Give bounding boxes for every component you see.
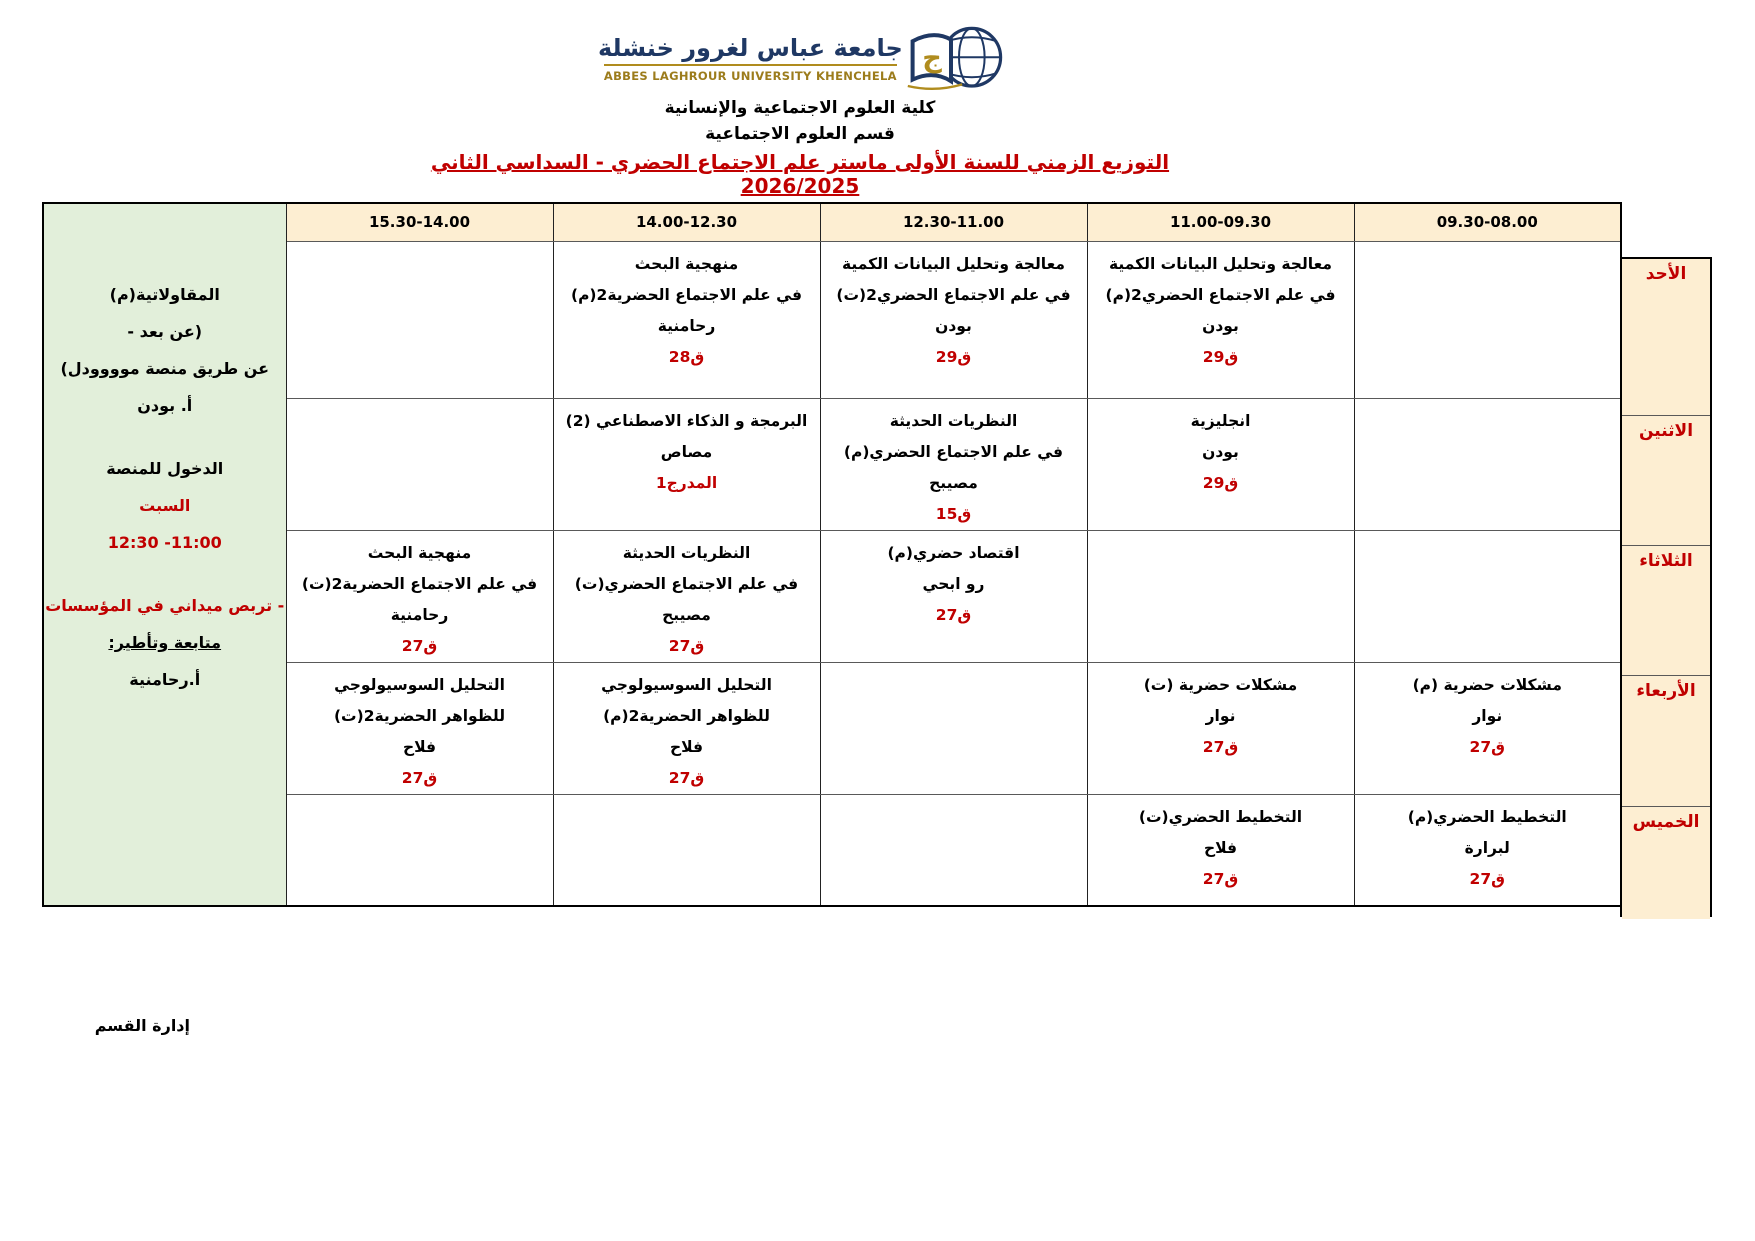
timetable-cell <box>1354 530 1621 662</box>
timetable-cell <box>553 662 820 794</box>
course-line: في علم الاجتماع الحضري2(م) <box>1105 285 1336 304</box>
room-number: ق29 <box>1202 473 1239 492</box>
note-line <box>44 424 286 450</box>
course-line: فلاح <box>669 737 704 756</box>
timetable-cell <box>1087 662 1354 794</box>
course-line: منهجية البحث <box>367 543 472 562</box>
faculty-name: كلية العلوم الاجتماعية والإنسانية <box>664 98 936 118</box>
course-line: في علم الاجتماع الحضرية2(م) <box>570 285 802 304</box>
note-line: (عن بعد - <box>127 322 203 341</box>
note-line: 12:30 -11:00 <box>107 533 222 552</box>
room-number: ق29 <box>1202 347 1239 366</box>
department-name: قسم العلوم الاجتماعية <box>705 124 895 144</box>
course-line: اقتصاد حضري(م) <box>887 543 1020 562</box>
timetable-cell <box>553 794 820 906</box>
course-line: لبرارة <box>1464 838 1510 857</box>
timetable-cell <box>553 530 820 662</box>
room-number: ق28 <box>668 347 705 366</box>
room-number: ق27 <box>1469 737 1505 756</box>
logo-gold-rule <box>604 64 897 66</box>
course-line: انجليزية <box>1190 411 1251 430</box>
course-line: مصاص <box>660 442 713 461</box>
time-slot-header: 14.00-12.30 <box>553 203 820 241</box>
time-slot-header: 12.30-11.00 <box>820 203 1087 241</box>
university-name-english: ABBES LAGHROUR UNIVERSITY KHENCHELA <box>603 68 897 83</box>
room-number: ق27 <box>1469 869 1505 888</box>
course-line: رو ابحي <box>922 574 985 593</box>
course-line: فلاح <box>1203 838 1238 857</box>
timetable-cell <box>1354 398 1621 530</box>
course-line: للظواهر الحضرية2(م) <box>603 706 770 725</box>
room-number: ق27 <box>1202 869 1239 888</box>
timetable-cell <box>286 794 553 906</box>
time-slot-header: 09.30-08.00 <box>1354 203 1621 241</box>
timetable-cell <box>820 662 1087 794</box>
time-header-row <box>43 203 1621 241</box>
timetable-cell <box>553 398 820 530</box>
day-label-sunday: الأحد <box>1622 259 1710 416</box>
note-line: الدخول للمنصة <box>106 459 224 478</box>
course-line: مصيبح <box>662 605 711 624</box>
course-line: بودن <box>1202 316 1239 335</box>
day-label-monday: الاثنين <box>1622 416 1710 546</box>
timetable-cell <box>1087 530 1354 662</box>
course-line: التخطيط الحضري(م) <box>1407 807 1567 826</box>
course-line: فلاح <box>402 737 437 756</box>
note-line: متابعة وتأطير: <box>108 633 222 652</box>
room-number: ق27 <box>668 636 705 655</box>
course-line: التحليل السوسيولوجي <box>334 675 505 694</box>
course-line: التحليل السوسيولوجي <box>601 675 772 694</box>
timetable-cell <box>1354 241 1621 398</box>
course-line: بودن <box>1202 442 1239 461</box>
course-line: معالجة وتحليل البيانات الكمية <box>842 254 1065 273</box>
course-line: في علم الاجتماع الحضري(م) <box>843 442 1064 461</box>
note-line: عن طريق منصة موووودل) <box>60 359 270 378</box>
course-line: في علم الاجتماع الحضري2(ت) <box>836 285 1071 304</box>
note-line: أ.رحامنية <box>129 670 201 689</box>
room-number: المدرج1 <box>655 473 718 492</box>
room-number: ق27 <box>1202 737 1239 756</box>
timetable-cell <box>286 241 553 398</box>
day-label-thursday: الخميس <box>1622 807 1710 919</box>
side-notes-cell <box>43 203 286 906</box>
timetable-cell <box>820 794 1087 906</box>
department-admin-signature: إدارة القسم <box>94 1016 190 1035</box>
room-number: ق29 <box>935 347 972 366</box>
time-slot-header: 11.00-09.30 <box>1087 203 1354 241</box>
day-label-tuesday: الثلاثاء <box>1622 546 1710 676</box>
university-name-arabic: جامعة عباس لغرور خنشلة <box>598 33 903 62</box>
svg-text:ج: ج <box>921 42 942 74</box>
timetable-cell <box>286 398 553 530</box>
course-line: رحامنية <box>657 316 716 335</box>
note-line: - تربص ميداني في المؤسسات <box>45 596 285 615</box>
day-column <box>1620 257 1712 917</box>
course-line: نوار <box>1472 706 1503 725</box>
side-notes-content <box>44 204 286 698</box>
timetable-cell <box>1087 398 1354 530</box>
timetable-cell <box>286 662 553 794</box>
university-logo-text <box>598 34 903 83</box>
timetable-cell <box>820 241 1087 398</box>
timetable-cell <box>553 241 820 398</box>
note-line: المقاولاتية(م) <box>109 285 220 304</box>
timetable-cell <box>286 530 553 662</box>
course-line: في علم الاجتماع الحضرية2(ت) <box>301 574 538 593</box>
room-number: ق15 <box>935 504 972 523</box>
course-line: النظريات الحديثة <box>889 411 1018 430</box>
note-line: أ. بودن <box>137 396 193 415</box>
course-line: مشكلات حضرية (م) <box>1412 675 1562 694</box>
note-line <box>44 561 286 587</box>
course-line: للظواهر الحضرية2(ت) <box>333 706 506 725</box>
timetable <box>42 202 1622 907</box>
room-number: ق27 <box>668 768 705 787</box>
course-line: النظريات الحديثة <box>622 543 751 562</box>
timetable-cell <box>1087 241 1354 398</box>
timetable-cell <box>1354 662 1621 794</box>
timetable-cell <box>820 530 1087 662</box>
room-number: ق27 <box>401 768 438 787</box>
university-logo <box>598 20 980 96</box>
note-line: السبت <box>139 496 191 515</box>
university-logo-icon <box>903 21 1007 95</box>
course-line: منهجية البحث <box>634 254 739 273</box>
course-line: في علم الاجتماع الحضري(ت) <box>574 574 799 593</box>
course-line: رحامنية <box>390 605 449 624</box>
room-number: ق27 <box>935 605 972 624</box>
course-line: التخطيط الحضري(ت) <box>1138 807 1303 826</box>
timetable-cell <box>1087 794 1354 906</box>
day-label-wednesday: الأربعاء <box>1622 676 1710 807</box>
course-line: نوار <box>1205 706 1236 725</box>
timetable-cell <box>820 398 1087 530</box>
room-number: ق27 <box>401 636 438 655</box>
course-line: بودن <box>935 316 972 335</box>
time-slot-header: 15.30-14.00 <box>286 203 553 241</box>
timetable-cell <box>1354 794 1621 906</box>
course-line: مصيبح <box>929 473 978 492</box>
timetable-title: التوزيع الزمني للسنة الأولى ماستر علم الاجتماع الحضري - السداسي الثاني 2026/2025 <box>430 150 1170 198</box>
course-line: معالجة وتحليل البيانات الكمية <box>1109 254 1332 273</box>
course-line: مشكلات حضرية (ت) <box>1143 675 1298 694</box>
course-line: البرمجة و الذكاء الاصطناعي (2) <box>565 411 808 430</box>
